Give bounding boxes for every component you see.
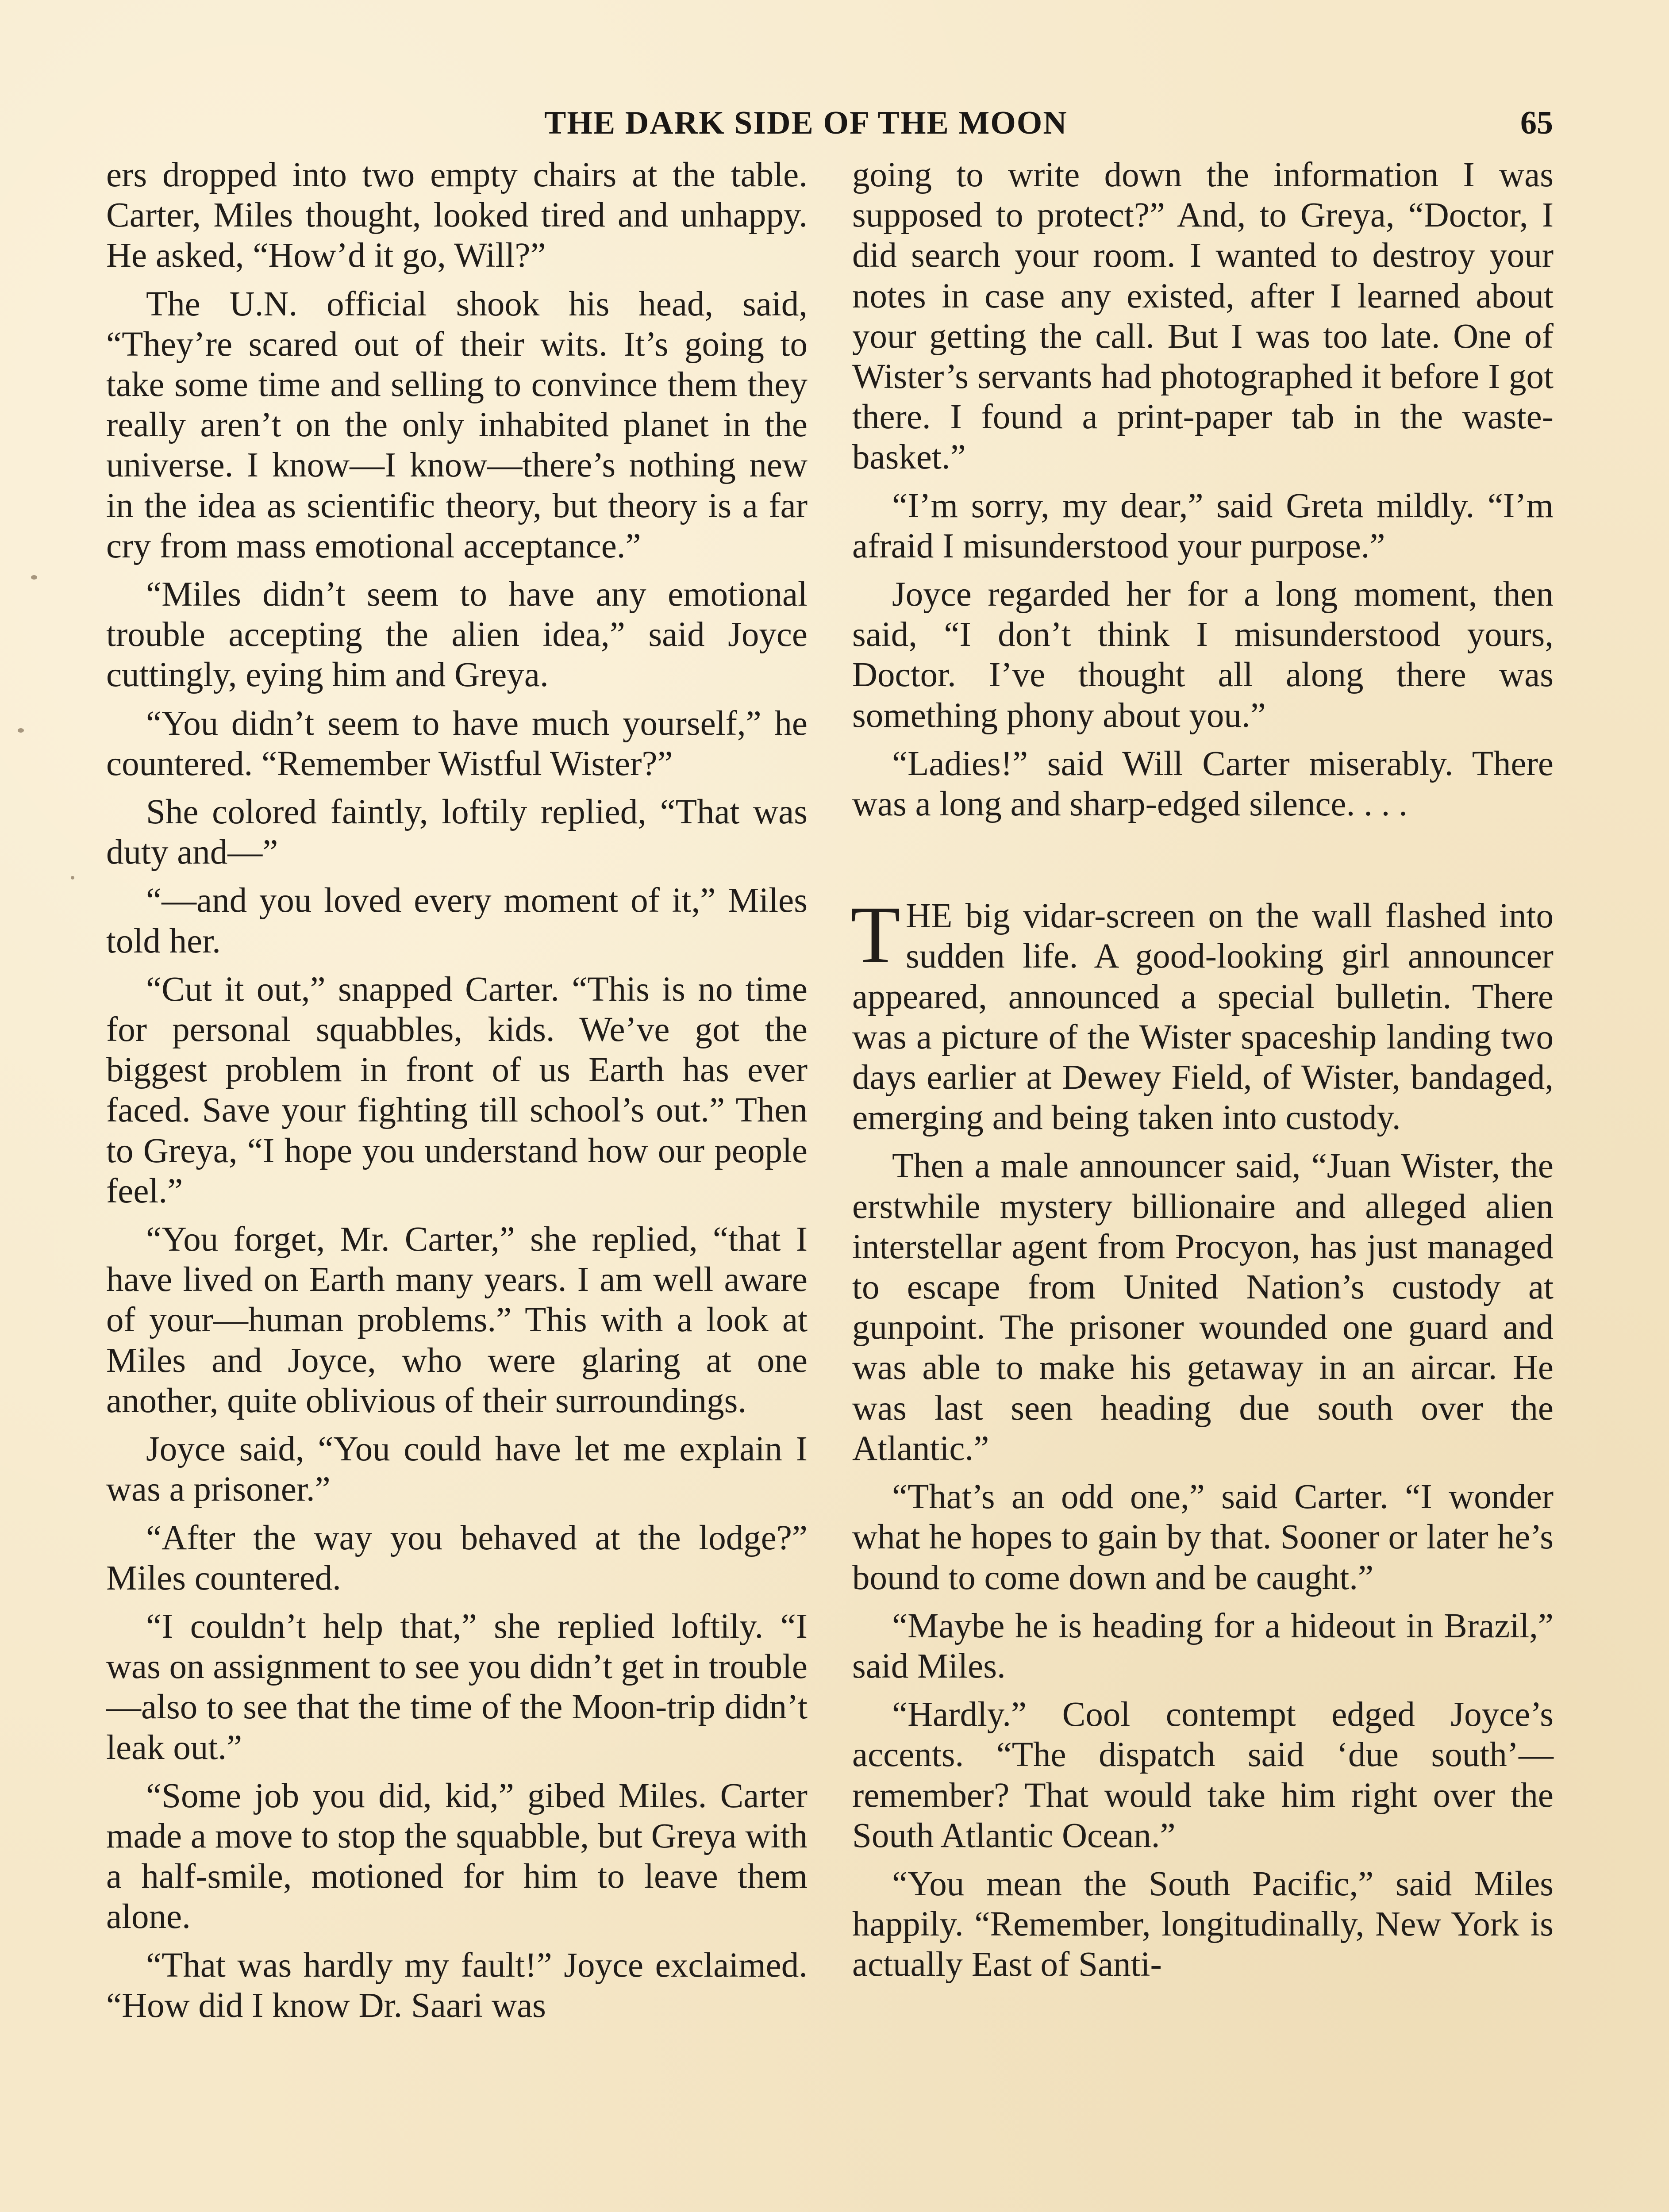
paper-speck xyxy=(71,876,74,879)
paragraph: “Hardly.” Cool contempt edged Joyce’s accents. “The dispatch said ‘due south’—remember? That would take him right over the South Atlantic Ocean.” xyxy=(852,1695,1554,1855)
paragraph: Then a male announcer said, “Juan Wister, the erstwhile mystery billionaire and alleged alien interstellar agent from Procyon, has just managed to escape from United Nation’s custody at gunpoint. The prisoner wounded one guard and was able to make his getaway in an aircar. He was last seen heading due south over the Atlantic.” xyxy=(852,1147,1554,1468)
page-number: 65 xyxy=(1520,105,1553,141)
paragraph: “—and you loved every moment of it,” Miles told her. xyxy=(106,881,808,960)
paper-speck xyxy=(31,575,37,580)
running-head: THE DARK SIDE OF THE MOON xyxy=(544,105,1068,141)
paragraph: She colored faintly, loftily replied, “That was duty and—” xyxy=(106,793,808,872)
paragraph: “Miles didn’t seem to have any emotional trouble accepting the alien idea,” said Joyce cuttingly, eying him and Greya. xyxy=(106,575,808,695)
paragraph: Joyce regarded her for a long moment, then said, “I don’t think I misunderstood yours, Doctor. I’ve thought all along there was something phony about you.” xyxy=(852,575,1554,735)
paragraph: “Ladies!” said Will Carter miserably. There was a long and sharp-edged silence. . . . xyxy=(852,744,1554,824)
paper-speck xyxy=(18,728,24,733)
paragraph: Joyce said, “You could have let me explain I was a prisoner.” xyxy=(106,1430,808,1509)
section-opening-paragraph xyxy=(850,890,1554,1138)
paragraph: “After the way you behaved at the lodge?” Miles countered. xyxy=(106,1518,808,1598)
paragraph: “That was hardly my fault!” Joyce exclaimed. “How did I know Dr. Saari was xyxy=(106,1946,808,2025)
paragraph: “Cut it out,” snapped Carter. “This is no time for personal squabbles, kids. We’ve got the biggest problem in front of us Earth has ever faced. Save your fighting till school’s out.” Then to Greya, “I hope you understand how our people feel.” xyxy=(106,970,808,1210)
paragraph: The U.N. official shook his head, said, “They’re scared out of their wits. It’s going to take some time and selling to convince them they really aren’t on the only inhabited planet in the universe. I know—I know—there’s nothing new in the idea as scientific theory, but theory is a far cry from mass emotional acceptance.” xyxy=(106,284,808,565)
paragraph: “Some job you did, kid,” gibed Miles. Carter made a move to stop the squabble, but Greya with a half-smile, motioned for him to leave them alone. xyxy=(106,1776,808,1936)
drop-cap-paragraph-text: HE big vidar-screen on the wall flashed into sudden life. A good-looking girl announcer appeared, announced a special bulletin. There was a picture of the Wister spaceship landing two days earlier at Dewey Field, of Wister, bandaged, emerging and being taken into custody. xyxy=(852,897,1554,1137)
paragraph: “You forget, Mr. Carter,” she replied, “that I have lived on Earth many years. I am well aware of your—human problems.” This with a look at Miles and Joyce, who were glaring at one another, quite oblivious of their surroundings. xyxy=(106,1220,808,1420)
paragraph: going to write down the information I was supposed to protect?” And, to Greya, “Doctor, I did search your room. I wanted to destroy your notes in case any existed, after I learned about your getting the call. But I was too late. One of Wister’s servants had photographed it before I got there. I found a print-paper tab in the waste-basket.” xyxy=(852,156,1554,477)
paragraph: “You mean the South Pacific,” said Miles happily. “Remember, longitudinally, New York is actually East of Santi- xyxy=(852,1864,1554,1984)
left-column xyxy=(106,155,808,2034)
paragraph: “That’s an odd one,” said Carter. “I wonder what he hopes to gain by that. Sooner or later he’s bound to come down and be caught.” xyxy=(852,1478,1554,1597)
paragraph: “I’m sorry, my dear,” said Greta mildly. “I’m afraid I misunderstood your purpose.” xyxy=(852,486,1554,565)
paragraph: “You didn’t seem to have much yourself,” he countered. “Remember Wistful Wister?” xyxy=(106,704,808,783)
paragraph: ers dropped into two empty chairs at the table. Carter, Miles thought, looked tired and unhappy. He asked, “How’d it go, Will?” xyxy=(106,156,808,275)
paragraph: “Maybe he is heading for a hideout in Brazil,” said Miles. xyxy=(852,1606,1554,1686)
paragraph: “I couldn’t help that,” she replied loftily. “I was on assignment to see you didn’t get in trouble—also to see that the time of the Moon-trip didn’t leak out.” xyxy=(106,1607,808,1767)
right-column xyxy=(852,155,1554,1993)
drop-cap: T xyxy=(850,890,901,981)
